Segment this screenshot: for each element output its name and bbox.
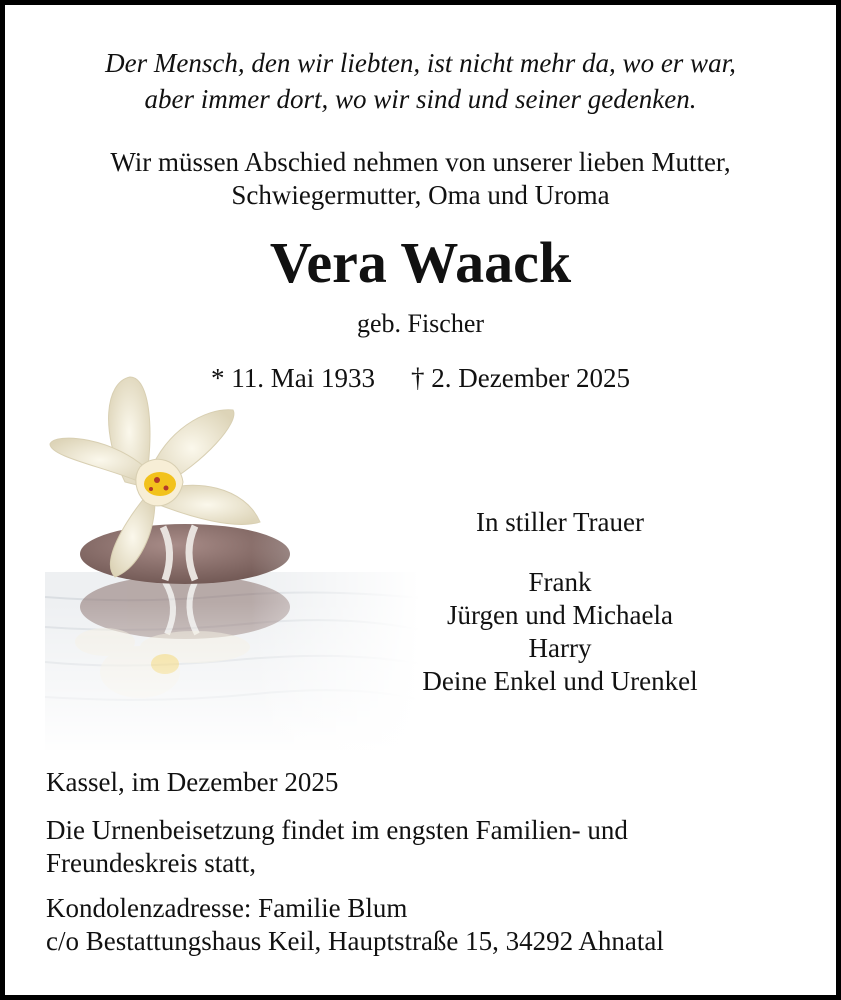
place-date: Kassel, im Dezember 2025 <box>46 767 339 797</box>
mourner-name: Harry <box>528 633 592 663</box>
life-dates <box>5 362 836 394</box>
birth-date: * 11. Mai 1933 <box>211 363 376 393</box>
mourner-name: Deine Enkel und Urenkel <box>422 666 698 696</box>
burial-line-1: Die Urnenbeisetzung findet im engsten Familien- und <box>46 815 628 845</box>
mourner-name: Frank <box>528 567 592 597</box>
burial-notice <box>46 814 628 880</box>
condolence-address <box>46 892 664 958</box>
death-date: † 2. Dezember 2025 <box>411 363 630 393</box>
burial-line-2: Freundeskreis statt, <box>46 848 256 878</box>
deceased-name: Vera Waack <box>269 230 572 295</box>
condolence-line-1: Kondolenzadresse: Familie Blum <box>46 893 408 923</box>
birth-name: geb. Fischer <box>356 309 485 338</box>
quote-line-1: Der Mensch, den wir liebten, ist nicht mehr da, wo er war, <box>105 48 736 78</box>
mourner-name: Jürgen und Michaela <box>447 600 673 630</box>
condolence-line-2: c/o Bestattungshaus Keil, Hauptstraße 15, 34292 Ahnatal <box>46 926 664 956</box>
farewell-intro <box>5 146 836 212</box>
quote-line-2: aber immer dort, wo wir sind und seiner gedenken. <box>144 84 697 114</box>
intro-line-1: Wir müssen Abschied nehmen von unserer lieben Mutter, <box>110 147 731 177</box>
mourning-intro: In stiller Trauer <box>476 507 644 537</box>
intro-line-2: Schwiegermutter, Oma und Uroma <box>231 180 610 210</box>
memorial-quote <box>5 45 836 117</box>
mourner-list <box>395 566 725 698</box>
orchid-stone-illustration <box>45 372 420 750</box>
